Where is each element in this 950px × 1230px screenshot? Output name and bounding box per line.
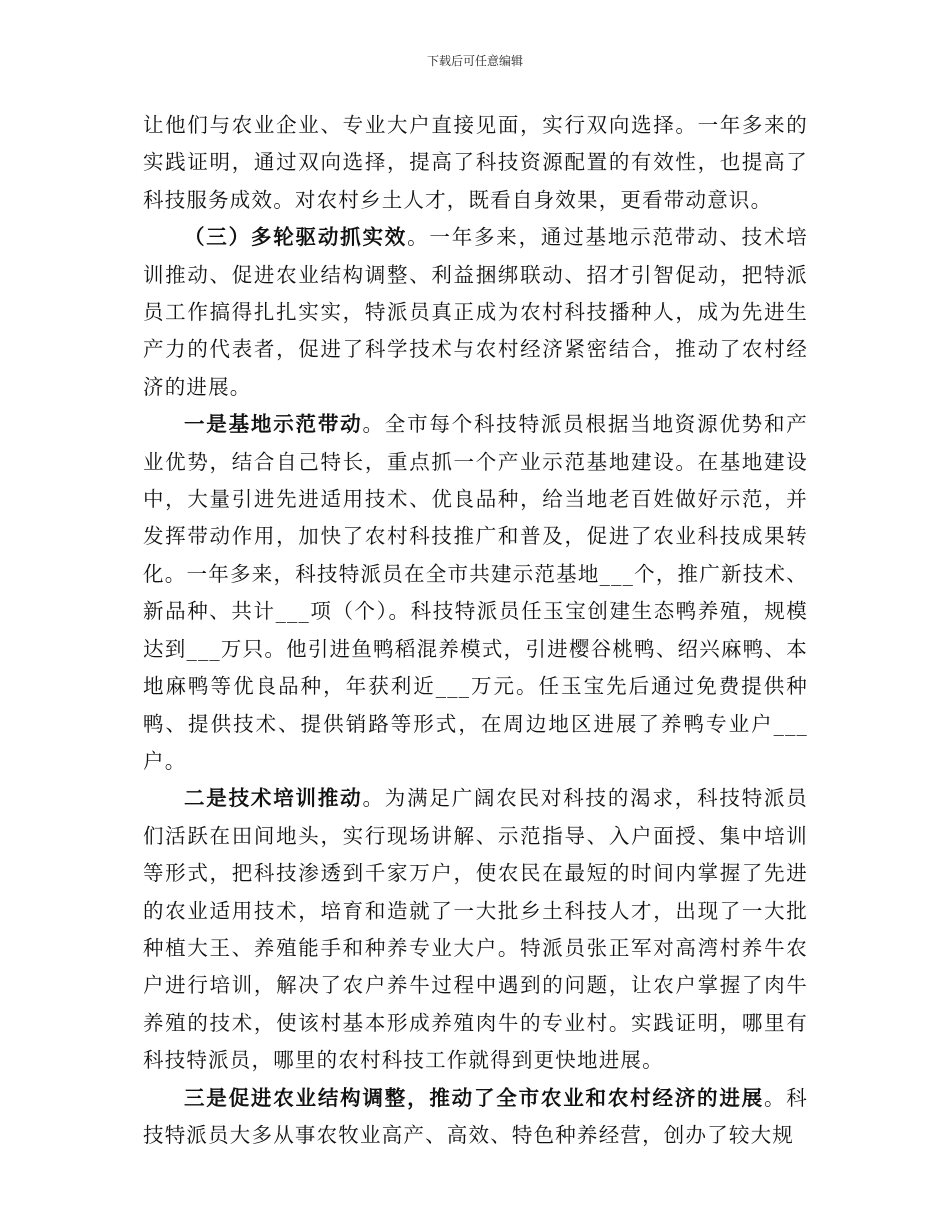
paragraph-1 bbox=[143, 107, 808, 219]
paragraph-body: 让他们与农业企业、专业大户直接见面，实行双向选择。一年多来的实践证明，通过双向选择，提高了科技资源配置的有效性，也提高了科技服务成效。对农村乡土人才，既看自身效果，更看带动意识。 bbox=[143, 113, 808, 212]
paragraph-heading: 三是促进农业结构调整，推动了全市农业和农村经济的进展 bbox=[184, 1085, 764, 1110]
paragraph-body: 。为满足广阔农民对科技的渴求，科技特派员们活跃在田间地头，实行现场讲解、示范指导、入户面授、集中培训等形式，把科技渗透到千家万户，使农民在最短的时间内掌握了先进的农业适用技术，培育和造就了一大批乡土科技人才，出现了一大批种植大王、养殖能手和种养专业大户。特派员张正军对高湾村养牛农户进行培训，解决了农户养牛过程中遇到的问题，让农户掌握了肉牛养殖的技术，使该村基本形成养殖肉牛的专业村。实践证明，哪里有科技特派员，哪里的农村科技工作就得到更快地进展。 bbox=[143, 786, 809, 1073]
paragraph-2 bbox=[143, 219, 808, 406]
paragraph-5 bbox=[143, 1080, 808, 1155]
paragraph-heading: 一是基地示范带动 bbox=[184, 412, 363, 437]
document-body bbox=[143, 107, 808, 1154]
paragraph-heading: （三）多轮驱动抓实效 bbox=[184, 225, 408, 250]
paragraph-body: 。科技特派员大多从事农牧业高产、高效、特色种养经营，创办了较大规 bbox=[143, 1085, 808, 1147]
paragraph-body: 。全市每个科技特派员根据当地资源优势和产业优势，结合自己特长，重点抓一个产业示范基地建设。在基地建设中，大量引进先进适用技术、优良品种，给当地老百姓做好示范，并发挥带动作用，加快了农村科技推广和普及，促进了农业科技成果转化。一年多来，科技特派员在全市共建示范基地___个，推广新技术、新品种、共计___项（个）。科技特派员任玉宝创建生态鸭养殖，规模达到___万只。他引进鱼鸭稻混养模式，引进樱谷桃鸭、绍兴麻鸭、本地麻鸭等优良品种，年获利近___万元。任玉宝先后通过免费提供种鸭、提供技术、提供销路等形式，在周边地区进展了养鸭专业户___户。 bbox=[143, 412, 809, 773]
paragraph-heading: 二是技术培训推动 bbox=[184, 786, 363, 811]
paragraph-body: 。一年多来，通过基地示范带动、技术培训推动、促进农业结构调整、利益捆绑联动、招才引智促动，把特派员工作搞得扎扎实实，特派员真正成为农村科技播种人，成为先进生产力的代表者，促进了科学技术与农村经济紧密结合，推动了农村经济的进展。 bbox=[143, 225, 808, 399]
paragraph-4 bbox=[143, 780, 808, 1079]
paragraph-3 bbox=[143, 406, 808, 780]
page-header: 下载后可任意编辑 bbox=[426, 54, 523, 68]
